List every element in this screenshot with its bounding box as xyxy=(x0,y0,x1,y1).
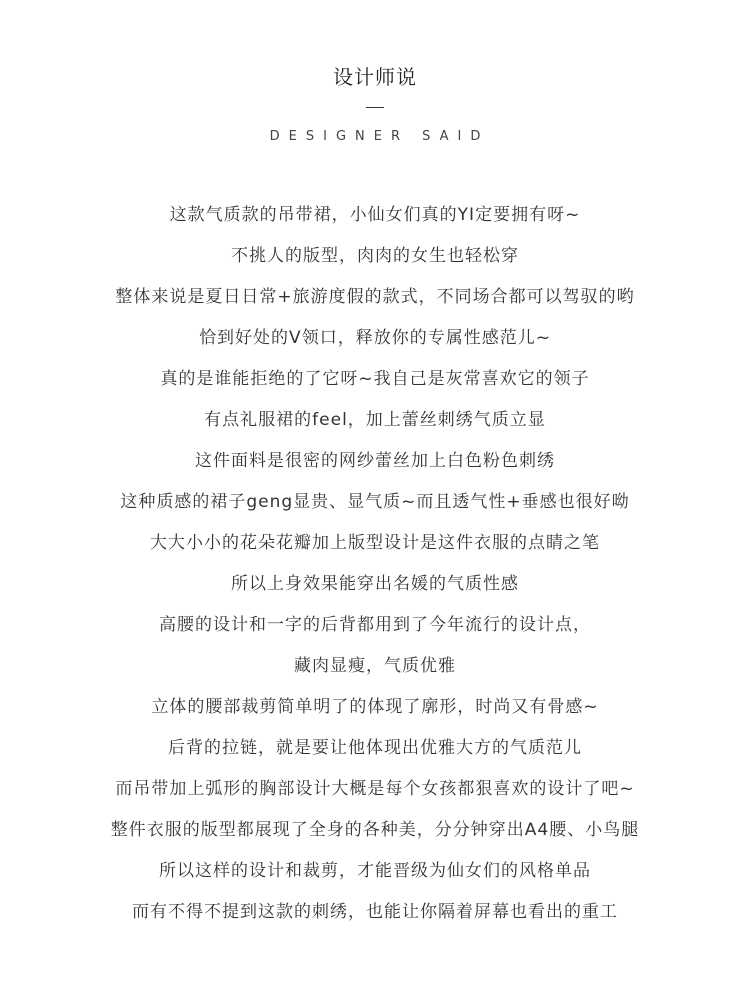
text-line: 所以这样的设计和裁剪，才能晋级为仙女们的风格单品 xyxy=(159,861,591,881)
text-line: 恰到好处的V领口，释放你的专属性感范儿~ xyxy=(199,328,551,348)
text-line: 大大小小的花朵花瓣加上版型设计是这件衣服的点睛之笔 xyxy=(150,533,600,553)
section-title: 设计师说 xyxy=(333,65,417,89)
description-text xyxy=(0,198,750,936)
text-line: 高腰的设计和一字的后背都用到了今年流行的设计点， xyxy=(159,615,591,635)
text-line: 后背的拉链，就是要让他体现出优雅大方的气质范儿 xyxy=(168,738,582,758)
text-line: 而有不得不提到这款的刺绣，也能让你隔着屏幕也看出的重工 xyxy=(132,902,618,922)
text-line: 有点礼服裙的feel，加上蕾丝刺绣气质立显 xyxy=(204,410,546,430)
text-line: 不挑人的版型，肉肉的女生也轻松穿 xyxy=(231,246,519,266)
title-divider xyxy=(366,107,384,108)
text-line: 这件面料是很密的网纱蕾丝加上白色粉色刺绣 xyxy=(195,451,555,471)
text-line: 真的是谁能拒绝的了它呀~我自己是灰常喜欢它的领子 xyxy=(160,369,590,389)
text-line: 这种质感的裙子geng显贵、显气质~而且透气性+垂感也很好呦 xyxy=(120,492,630,512)
text-line: 而吊带加上弧形的胸部设计大概是每个女孩都狠喜欢的设计了吧~ xyxy=(115,779,635,799)
text-line: 这款气质款的吊带裙，小仙女们真的YI定要拥有呀~ xyxy=(169,205,581,225)
text-line: 藏肉显瘦，气质优雅 xyxy=(294,656,456,676)
text-line: 整体来说是夏日日常+旅游度假的款式，不同场合都可以驾驭的哟 xyxy=(115,287,635,307)
text-line: 整件衣服的版型都展现了全身的各种美，分分钟穿出A4腰、小鸟腿 xyxy=(110,820,640,840)
text-line: 立体的腰部裁剪简单明了的体现了廓形，时尚又有骨感~ xyxy=(151,697,599,717)
text-line: 所以上身效果能穿出名媛的气质性感 xyxy=(231,574,519,594)
section-subtitle: DESIGNER SAID xyxy=(269,129,490,144)
